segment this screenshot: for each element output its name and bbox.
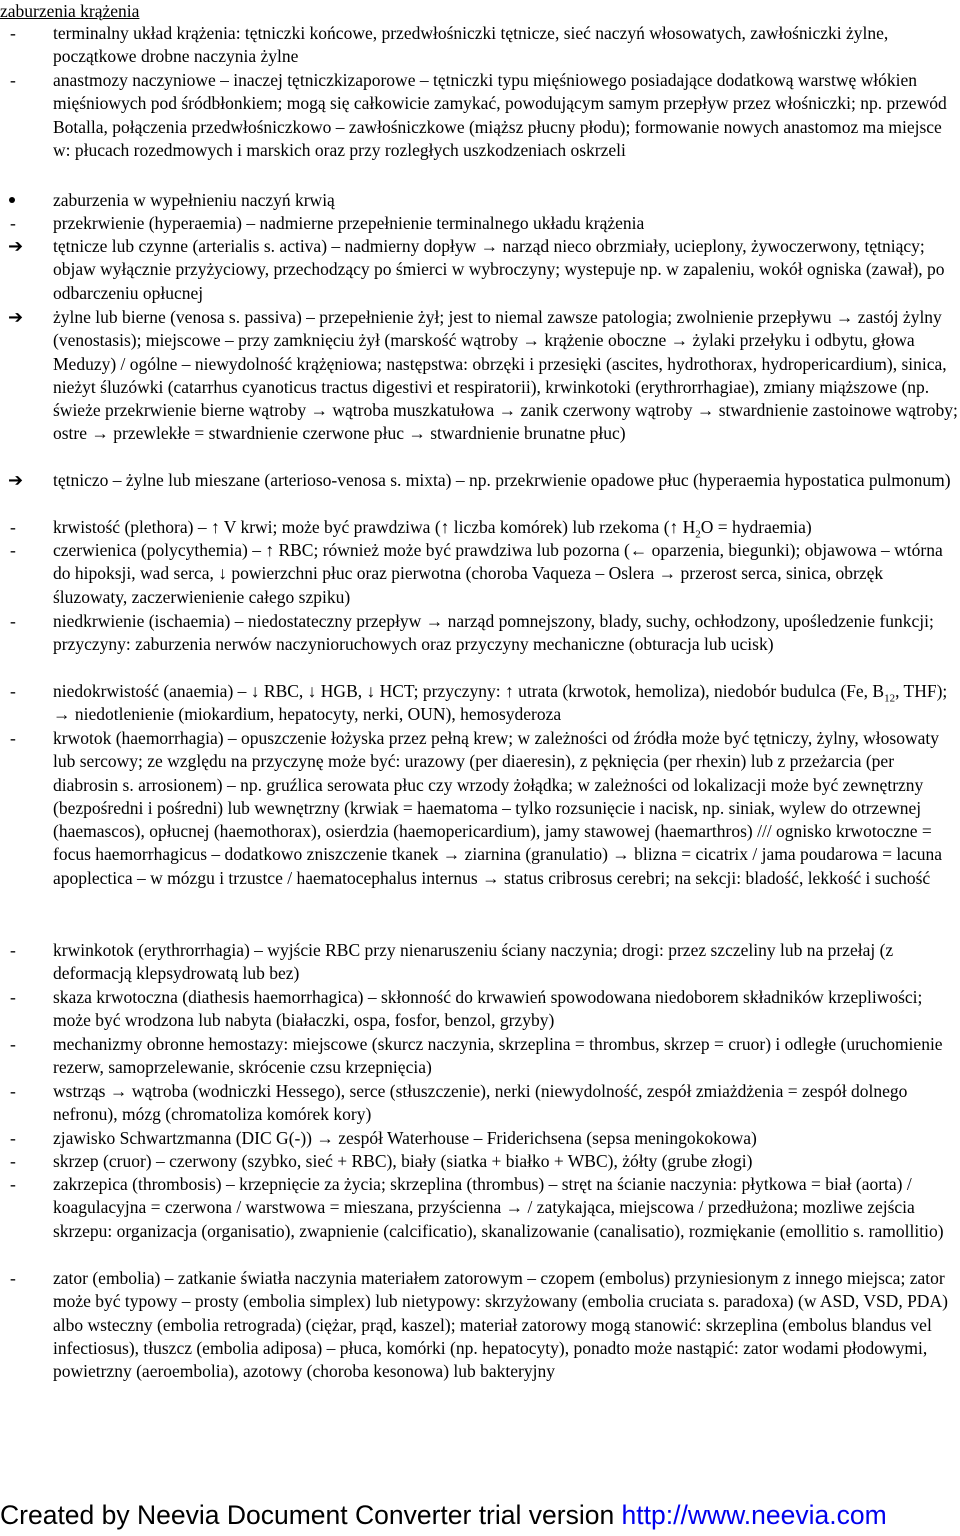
list-item-text: zjawisko Schwartzmanna (DIC G(-)) → zespół Waterhouse – Friderichsena (sepsa meningokokowa) [53, 1128, 757, 1148]
list-item [0, 1080, 958, 1127]
dash-bullet: - [10, 987, 16, 1007]
dot-bullet-icon [10, 189, 40, 212]
list-item [0, 1127, 958, 1150]
list-item-text: zator (embolia) – zatkanie światła naczynia materiałem zatorowym – czopem (embolus) przyniesionym z innego miejsca; zator może być typowy – prosty (embolia simplex) lub nietypowy: skrzyżowany (embolia cruciata s. paradoxa) (w ASD, VSD, PDA) albo wsteczny (embolia retrograda) (ciężar, prąd, kaszel); materiał zatorowy mogą stanowić: skrzeplina (embolus blandus vel infectiosus), tłuszcz (embolia adiposa) – płuca, komórki (np. hepatocyty), ponadto może nastąpić: zator wodami płodowymi, powietrzny (aeroembolia), azotowy (choroba kesonowa) lub bakteryjny [53, 1268, 948, 1382]
list-item [0, 22, 958, 69]
list-item-text: krwistość (plethora) – ↑ V krwi; może być prawdziwa (↑ liczba komórek) lub rzekoma (↑ $H_2O$ = hydraemia) [53, 517, 812, 541]
dash-bullet: - [10, 540, 16, 560]
list-item-text: zaburzenia w wypełnieniu naczyń krwią [53, 190, 335, 210]
list-item [0, 539, 958, 609]
list-item [0, 986, 958, 1033]
dash-bullet: - [10, 70, 16, 90]
list-item [0, 680, 958, 727]
list-item-text: anastmozy naczyniowe – inaczej tętniczkizaporowe – tętniczki typu mięśniowego posiadające dodatkową warstwę włókien mięśniowych pod śródbłonkiem; mogą się całkowicie zamykać, powodującym samym przepływ przez włośniczki; np. przewód Botalla, połączenia przedwłośniczkowo – zawłośniczkowe (miąższ płucny płodu); formowanie nowych anastomoz ma miejsce w: płucach rozedmowych i marskich oraz przy rozległych uszkodzeniach oskrzeli [53, 70, 947, 160]
list-item-text: wstrząs → wątroba (wodniczki Hessego), serce (stłuszczenie), nerki (niewydolność, zespół zmiażdżenia = zespół dolnego nefronu), mózg (chromatoliza komórek kory) [53, 1081, 908, 1125]
dash-bullet: - [10, 23, 16, 43]
list-item-text: krwotok (haemorrhagia) – opuszczenie łożyska przez pełną krew; w zależności od źródła może być tętniczy, żylny, włosowaty lub sercowy; ze względu na przyczynę może być: urazowy (per diaeresin), z pęknięcia (per rhexin) lub z przeżarcia (per diabrosin s. arrosionem) – np. gruźlica serowata płuc czy wrzody żołądka; w zależności od lokalizacji może być zewnętrzny (bezpośredni i pośredni) lub wewnętrzny (krwiak = haematoma – tylko rozsunięcie i nacisk, np. siniak, wylew do otrzewnej (haemascos), opłucnej (haemothorax), osierdzia (haemopericardium), jamy stawowej (haemarthros) /// ognisko krwotoczne = focus haemorrhagicus – dodatkowo zniszczenie tkanek → ziarnina (granulatio) → blizna = cicatrix / jama poudarowa = lacuna apoplectica – w mózgu i trzustce / haematocephalus internus → status cribrosus cerebri; na sekcji: bladość, lekkość i suchość [53, 728, 943, 888]
footer-link[interactable]: http://www.neevia.com [621, 1500, 887, 1530]
list-item [0, 1150, 958, 1173]
list-item-text: krwinkotok (erythrorrhagia) – wyjście RBC przy nienaruszeniu ściany naczynia; drogi: przez szczeliny lub na przełaj (z deformacją klepsydrowatą lub bez) [53, 940, 894, 984]
list-item-text: tętnicze lub czynne (arterialis s. activa) – nadmierny dopływ → narząd nieco obrzmiały, ucieplony, żywoczerwony, tętniący; objaw wyłącznie przyżyciowy, przechodzący po śmierci w wybroczyny; wystepuje np. w zapaleniu, wokół ogniska (zawał), po odbarczeniu opłucnej [53, 236, 945, 303]
list-item-text: zakrzepica (thrombosis) – krzepnięcie za życia; skrzeplina (thrombus) – stręt na ścianie naczynia: płytkowa = biał (aorta) / koagulacyjna = czerwona / warstwowa = mieszana, przyścienna → / zatykająca, miejscowa / przedłużona; mozliwe zejścia skrzepu: organizacja (organisatio), zwapnienie (calcificatio), skanalizowanie (canalisatio), rozmiękanie (emollitio s. ramollitio) [53, 1174, 944, 1241]
dash-bullet: - [10, 517, 16, 537]
dash-bullet: - [10, 1128, 16, 1148]
list-item-text: przekrwienie (hyperaemia) – nadmierne przepełnienie terminalnego układu krążenia [53, 213, 645, 233]
arrow-bullet-icon: ➔ [8, 307, 24, 328]
dash-bullet: - [10, 213, 16, 233]
list-item [0, 235, 958, 305]
section-title: zaburzenia krążenia [0, 1, 140, 21]
list-item [0, 939, 958, 986]
list-item [0, 610, 958, 657]
dash-bullet: - [10, 728, 16, 748]
list-item [0, 1033, 958, 1080]
arrow-bullet-icon: ➔ [8, 470, 24, 491]
list-item [0, 1173, 958, 1243]
list-item [0, 1267, 958, 1383]
list-item-text: niedokrwistość (anaemia) – ↓ RBC, ↓ HGB, ↓ HCT; przyczyny: ↑ utrata (krwotok, hemoliza), niedobór budulca (Fe, $B_{12}$, THF); → niedotlenienie (miokardium, hepatocyty, nerki, OUN), hemosyderoza [53, 681, 948, 725]
dash-bullet: - [10, 1081, 16, 1101]
list-item-text: skaza krwotoczna (diathesis haemorrhagica) – skłonność do krwawień spowodowana niedoborem składników krzepliwości; może być wrodzona lub nabyta (białaczki, ospa, fosfor, benzol, grzyby) [53, 987, 923, 1031]
footer-text: Created by Neevia Document Converter trial version [0, 1500, 622, 1530]
list-item-text: tętniczo – żylne lub mieszane (arterioso-venosa s. mixta) – np. przekrwienie opadowe płuc (hyperaemia hypostatica pulmonum) [53, 470, 951, 490]
list-item [0, 212, 958, 235]
dash-bullet: - [10, 681, 16, 701]
list-item [0, 516, 958, 539]
dash-bullet: - [10, 1151, 16, 1171]
dash-bullet: - [10, 1268, 16, 1288]
list-item-text: czerwienica (polycythemia) – ↑ RBC; również może być prawdziwa lub pozorna (← oparzenia, biegunki); objawowa – wtórna do hipoksji, wad serca, ↓ powierzchni płuc oraz pierwotna (choroba Vaqueza – Oslera → przerost serca, sinica, obrzęk śluzowaty, zaczerwienienie całego szpiku) [53, 540, 943, 607]
list-item [0, 189, 958, 212]
list-item [0, 727, 958, 890]
list-item-text: skrzep (cruor) – czerwony (szybko, sieć + RBC), biały (siatka + białko + WBC), żółty (grube złogi) [53, 1151, 753, 1171]
dash-bullet: - [10, 1034, 16, 1054]
list-item [0, 469, 958, 492]
dash-bullet: - [10, 940, 16, 960]
list-item-text: mechanizmy obronne hemostazy: miejscowe (skurcz naczynia, skrzeplina = thrombus, skrzep = cruor) i odległe (uruchomienie rezerw, samoprzelewanie, skrócenie czsu krzepnięcia) [53, 1034, 943, 1078]
converter-watermark [0, 1497, 960, 1533]
list-item-text: niedkrwienie (ischaemia) – niedostateczny przepływ → narząd pomnejszony, blady, suchy, ochłodzony, upośledzenie funkcji; przyczyny: zaburzenia nerwów naczynioruchowych oraz przyczyny mechaniczne (obturacja lub ucisk) [53, 611, 934, 655]
list-item-text: żylne lub bierne (venosa s. passiva) – przepełnienie żył; jest to niemal zawsze patologia; zwolnienie przepływu → zastój żylny (venostasis); miejscowe – przy zamknięciu żył (marskość wątroby → krążenie oboczne → żylaki przełyku i odbytu, głowa Meduzy) / ogólne – niewydolność krążęniowa; następstwa: obrzęki i przesięki (ascites, hydrothorax, hydropericardium), sinica, nieżyt śluzówki (catarrhus cyanoticus tractus digestivi et respiratorii), krwinkotoki (erythrorrhagiae), zmiany miąższowe (np. świeże przekrwienie bierne wątroby → wątroba muszkatułowa → zanik czerwony wątroby → stwardnienie zastoinowe wątroby; ostre → przewlekłe = stwardnienie czerwone płuc → stwardnienie brunatne płuc) [53, 307, 958, 444]
dash-bullet: - [10, 1174, 16, 1194]
list-item [0, 306, 958, 446]
list-item [0, 69, 958, 162]
list-item-text: terminalny układ krążenia: tętniczki końcowe, przedwłośniczki tętnicze, sieć naczyń włosowatych, zawłośniczki żylne, początkowe drobne naczynia żylne [53, 23, 889, 67]
arrow-bullet-icon: ➔ [8, 236, 24, 257]
dash-bullet: - [10, 611, 16, 631]
